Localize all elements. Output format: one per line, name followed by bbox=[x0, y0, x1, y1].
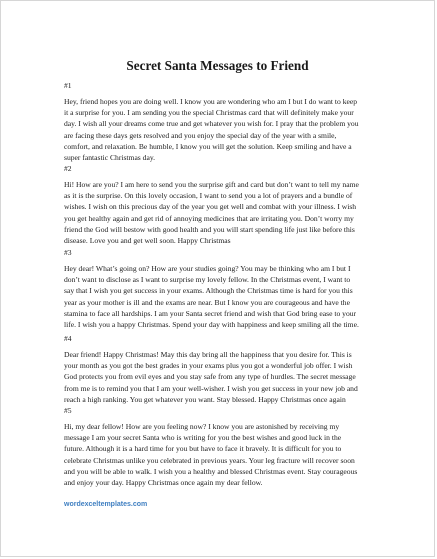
message-number: #5 bbox=[64, 406, 72, 415]
message-number: #2 bbox=[64, 164, 72, 173]
message-body: Hi, my dear fellow! How are you feeling now? I know you are astonished by receiving my message I am your secret Santa who is writing for you the best wishes and good luck in the future. Although it is a hard time for you but have to face it bravely. It is difficult for you to celebrate Christmas unlike you celebrated in previous years. Your leg fracture will recover soon and you will be able to walk. I wish you a healthy and blessed Christmas event. Stay courageous and enjoy your day. Happy Christmas once again my dear fellow. bbox=[64, 422, 358, 488]
message-number: #3 bbox=[64, 248, 72, 257]
message-body: Hey, friend hopes you are doing well. I know you are wondering who am I but I do want to keep it a surprise for you. I am sending you the special Christmas card that will definitely make your day. I wish all your dreams come true and get whatever you wish for. I pray that the problem you are facing these days gets resolved and you enjoy the special day of the year with a smile, comfort, and relaxation. Be humble, I know you will get the solution. Keep smiling and have a super fantastic Christmas day. bbox=[64, 97, 359, 163]
footer-website-link[interactable]: wordexceltemplates.com bbox=[64, 501, 148, 508]
document-title: Secret Santa Messages to Friend bbox=[126, 58, 309, 73]
message-body: Dear friend! Happy Christmas! May this day bring all the happiness that you desire for. This is your month as you got the best grades in your exams plus you got a wonderful job offer. I wish God protects you from evil eyes and you stay safe from any type of hurdles. The secret message from me is to remind you that I am your well-wisher. I wish you get success in your new job and reach a high ranking. You get whatever you want. Stay blessed. Happy Christmas once again bbox=[64, 350, 358, 404]
message-body: Hey dear! What’s going on? How are your studies going? You may be thinking who am I but I don’t want to disclose as I want to surprise my lovely fellow. In the Christmas event, I want to say that I wish you get success in your exams. Although the Christmas time is hard for you this year as your mother is ill and the exams are near. But I know you are courageous and have the stamina to face all hardships. I am your Santa secret friend and wish that God bring ease to your life. I wish you a happy Christmas. Spend your day with happiness and keep smiling all the time. bbox=[64, 264, 359, 330]
message-number: #1 bbox=[64, 81, 72, 90]
message-number: #4 bbox=[64, 334, 72, 343]
message-body: Hi! How are you? I am here to send you the surprise gift and card but don’t want to tell my name as it is the surprise. On this lovely occasion, I want to send you a lot of prayers and a bundle of wishes. I wish on this precious day of the year you get well and combat with your illness. I wish you get healthy again and get rid of annoying medicines that are irritating you. Don’t worry my friend the God will bestow with good health and you will start spending life just like before this disease. Love you and get well soon. Happy Christmas bbox=[64, 180, 359, 246]
